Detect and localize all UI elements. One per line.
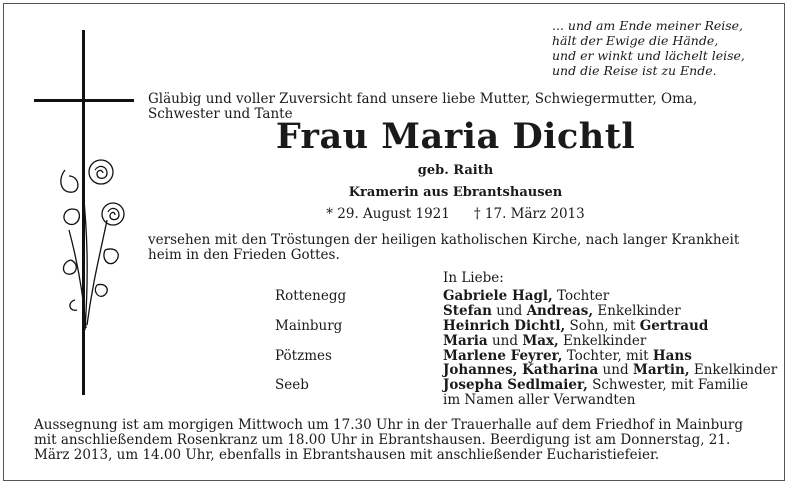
death-date: † 17. März 2013: [473, 206, 585, 222]
place-label: Pötzmes: [275, 348, 332, 364]
mourner-line: im Namen aller Verwandten: [443, 392, 636, 408]
birth-name: geb. Raith: [417, 163, 494, 178]
in-liebe-label: In Liebe:: [443, 270, 504, 286]
poem-line: hält der Ewige die Hände,: [552, 33, 719, 48]
poem-line: und die Reise ist zu Ende.: [552, 63, 717, 78]
life-dates: [148, 206, 763, 222]
provided-text: versehen mit den Tröstungen der heiligen katholischen Kirche, nach langer Krankheit heim in den Frieden Gottes.: [148, 232, 740, 263]
mourner-line: Johannes, Katharina und Martin, Enkelkinder: [443, 362, 778, 378]
birth-date: * 29. August 1921: [326, 206, 450, 222]
closing-text: Aussegnung ist am morgigen Mittwoch um 17.30 Uhr in der Trauerhalle auf dem Friedhof in Mainburg mit anschließendem Rosenkranz um 18.00 Uhr in Ebrantshausen. Beerdigung ist am Donnerstag, 21. März 2013, um 14.00 Uhr, ebenfalls in Ebrantshausen mit anschließender Eucharistiefeier.: [34, 417, 744, 463]
occupation: Kramerin aus Ebrantshausen: [348, 185, 563, 200]
place-label: Mainburg: [275, 318, 343, 334]
poem-line: und er winkt und lächelt leise,: [552, 48, 745, 63]
deceased-name: Frau Maria Dichtl: [275, 116, 636, 157]
mourner-line: Gabriele Hagl, Tochter: [443, 288, 610, 304]
mourner-line: Maria und Max, Enkelkinder: [443, 333, 647, 349]
intro-text: Gläubig und voller Zuversicht fand unsere liebe Mutter, Schwiegermutter, Oma, Schwester und Tante: [148, 91, 698, 122]
mourner-line: Marlene Feyrer, Tochter, mit Hans: [443, 348, 692, 364]
place-label: Seeb: [275, 377, 309, 393]
poem: [552, 18, 782, 78]
mourner-line: Stefan und Andreas, Enkelkinder: [443, 303, 681, 319]
poem-line: ... und am Ende meiner Reise,: [552, 18, 744, 33]
place-label: Rottenegg: [275, 288, 347, 304]
mourner-line: Josepha Sedlmaier, Schwester, mit Familie: [443, 377, 749, 393]
roses-icon: [55, 150, 135, 335]
mourner-line: Heinrich Dichtl, Sohn, mit Gertraud: [443, 318, 709, 334]
